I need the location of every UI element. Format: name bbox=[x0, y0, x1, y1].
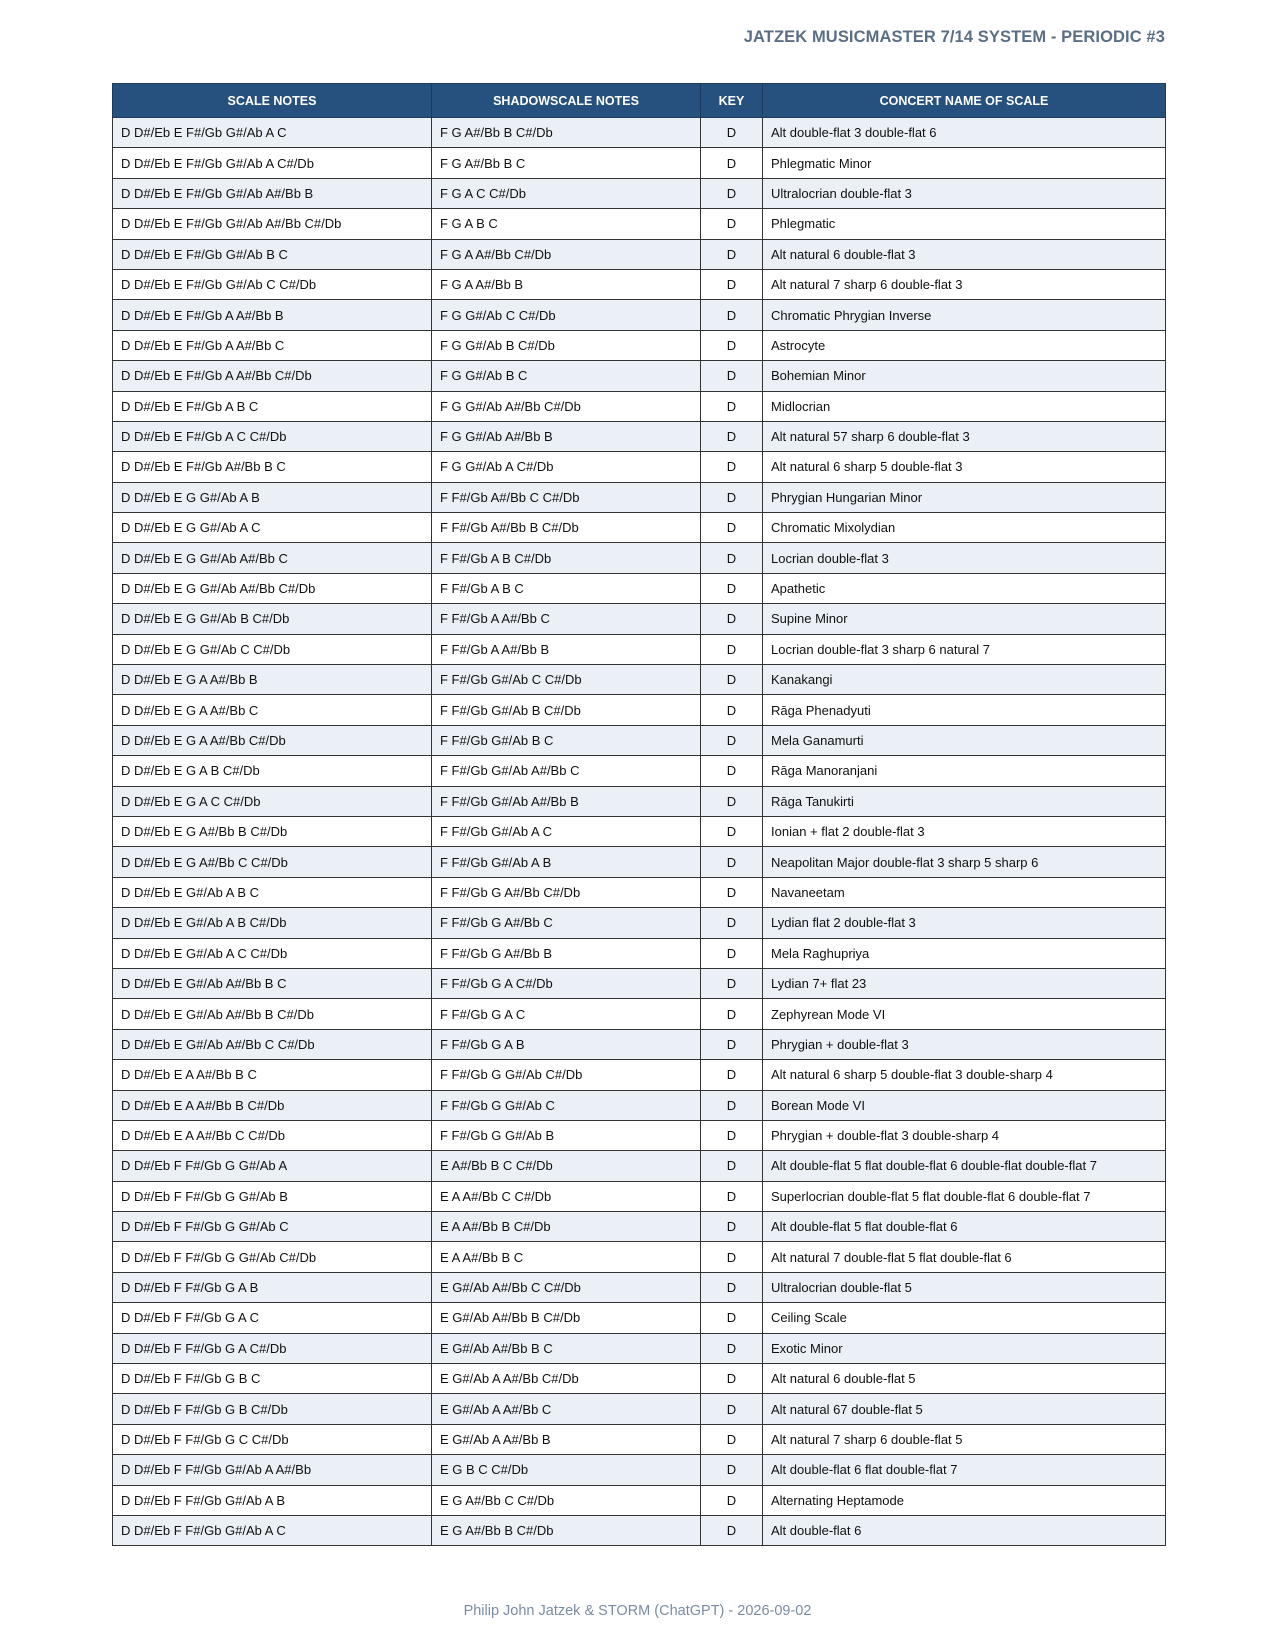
scale-notes-cell: D D#/Eb E G A C C#/Db bbox=[113, 786, 432, 816]
concert-name-cell: Lydian 7+ flat 23 bbox=[763, 968, 1166, 998]
concert-name-cell: Zephyrean Mode VI bbox=[763, 999, 1166, 1029]
table-row bbox=[113, 938, 1166, 968]
shadowscale-notes-cell: F G G#/Ab A#/Bb B bbox=[432, 421, 701, 451]
key-cell: D bbox=[701, 786, 763, 816]
key-cell: D bbox=[701, 1272, 763, 1302]
scale-table bbox=[112, 83, 1166, 1546]
shadowscale-notes-cell: F F#/Gb A#/Bb B C#/Db bbox=[432, 513, 701, 543]
concert-name-cell: Rāga Tanukirti bbox=[763, 786, 1166, 816]
shadowscale-notes-cell: F F#/Gb G G#/Ab C#/Db bbox=[432, 1060, 701, 1090]
concert-name-cell: Lydian flat 2 double-flat 3 bbox=[763, 908, 1166, 938]
shadowscale-notes-cell: F G G#/Ab A#/Bb C#/Db bbox=[432, 391, 701, 421]
key-cell: D bbox=[701, 391, 763, 421]
shadowscale-notes-cell: F F#/Gb A B C bbox=[432, 573, 701, 603]
shadowscale-notes-cell: F F#/Gb G A C bbox=[432, 999, 701, 1029]
shadowscale-notes-cell: F F#/Gb G#/Ab A B bbox=[432, 847, 701, 877]
concert-name-cell: Kanakangi bbox=[763, 665, 1166, 695]
concert-name-cell: Astrocyte bbox=[763, 330, 1166, 360]
concert-name-cell: Phrygian Hungarian Minor bbox=[763, 482, 1166, 512]
scale-notes-cell: D D#/Eb E F#/Gb G#/Ab A C#/Db bbox=[113, 148, 432, 178]
table-row bbox=[113, 1303, 1166, 1333]
table-row bbox=[113, 968, 1166, 998]
scale-notes-cell: D D#/Eb F F#/Gb G G#/Ab C bbox=[113, 1212, 432, 1242]
page-title: JATZEK MUSICMASTER 7/14 SYSTEM - PERIODIC #3 bbox=[743, 28, 1165, 46]
table-row bbox=[113, 1515, 1166, 1545]
table-row bbox=[113, 1364, 1166, 1394]
table-row bbox=[113, 573, 1166, 603]
table-row bbox=[113, 1120, 1166, 1150]
scale-notes-cell: D D#/Eb E G A A#/Bb C bbox=[113, 695, 432, 725]
scale-notes-cell: D D#/Eb F F#/Gb G G#/Ab C#/Db bbox=[113, 1242, 432, 1272]
key-cell: D bbox=[701, 269, 763, 299]
scale-notes-cell: D D#/Eb E G A A#/Bb B bbox=[113, 665, 432, 695]
shadowscale-notes-cell: F F#/Gb G A B bbox=[432, 1029, 701, 1059]
table-row bbox=[113, 847, 1166, 877]
concert-name-cell: Alt double-flat 5 flat double-flat 6 bbox=[763, 1212, 1166, 1242]
concert-name-cell: Alt natural 57 sharp 6 double-flat 3 bbox=[763, 421, 1166, 451]
key-cell: D bbox=[701, 604, 763, 634]
page-footer: Philip John Jatzek & STORM (ChatGPT) - 2026-09-02 bbox=[463, 1603, 812, 1619]
scale-notes-cell: D D#/Eb E G#/Ab A#/Bb B C#/Db bbox=[113, 999, 432, 1029]
table-row bbox=[113, 391, 1166, 421]
shadowscale-notes-cell: E G A#/Bb C C#/Db bbox=[432, 1485, 701, 1515]
key-cell: D bbox=[701, 1060, 763, 1090]
key-cell: D bbox=[701, 1151, 763, 1181]
scale-notes-cell: D D#/Eb E G A B C#/Db bbox=[113, 756, 432, 786]
table-row bbox=[113, 209, 1166, 239]
table-row bbox=[113, 756, 1166, 786]
key-cell: D bbox=[701, 1303, 763, 1333]
key-cell: D bbox=[701, 209, 763, 239]
table-row bbox=[113, 269, 1166, 299]
key-cell: D bbox=[701, 482, 763, 512]
table-row bbox=[113, 452, 1166, 482]
concert-name-cell: Ultralocrian double-flat 5 bbox=[763, 1272, 1166, 1302]
shadowscale-notes-cell: F F#/Gb G#/Ab B C bbox=[432, 725, 701, 755]
concert-name-cell: Mela Ganamurti bbox=[763, 725, 1166, 755]
concert-name-cell: Alt natural 6 double-flat 5 bbox=[763, 1364, 1166, 1394]
table-row bbox=[113, 908, 1166, 938]
table-row bbox=[113, 665, 1166, 695]
table-row bbox=[113, 239, 1166, 269]
key-cell: D bbox=[701, 148, 763, 178]
shadowscale-notes-cell: F F#/Gb G#/Ab A#/Bb B bbox=[432, 786, 701, 816]
concert-name-cell: Alternating Heptamode bbox=[763, 1485, 1166, 1515]
shadowscale-notes-cell: F G G#/Ab B C#/Db bbox=[432, 330, 701, 360]
key-cell: D bbox=[701, 1515, 763, 1545]
table-row bbox=[113, 482, 1166, 512]
key-cell: D bbox=[701, 1120, 763, 1150]
key-cell: D bbox=[701, 908, 763, 938]
key-cell: D bbox=[701, 1181, 763, 1211]
key-cell: D bbox=[701, 1242, 763, 1272]
scale-notes-cell: D D#/Eb F F#/Gb G#/Ab A C bbox=[113, 1515, 432, 1545]
concert-name-cell: Borean Mode VI bbox=[763, 1090, 1166, 1120]
shadowscale-notes-cell: F G A A#/Bb C#/Db bbox=[432, 239, 701, 269]
key-cell: D bbox=[701, 239, 763, 269]
key-cell: D bbox=[701, 1485, 763, 1515]
key-cell: D bbox=[701, 118, 763, 148]
scale-notes-cell: D D#/Eb F F#/Gb G G#/Ab B bbox=[113, 1181, 432, 1211]
scale-notes-cell: D D#/Eb E F#/Gb A A#/Bb C#/Db bbox=[113, 361, 432, 391]
key-cell: D bbox=[701, 300, 763, 330]
table-row bbox=[113, 543, 1166, 573]
key-cell: D bbox=[701, 361, 763, 391]
table-row bbox=[113, 421, 1166, 451]
shadowscale-notes-cell: F G A C C#/Db bbox=[432, 178, 701, 208]
scale-notes-cell: D D#/Eb E F#/Gb A A#/Bb B bbox=[113, 300, 432, 330]
concert-name-cell: Rāga Manoranjani bbox=[763, 756, 1166, 786]
concert-name-cell: Locrian double-flat 3 sharp 6 natural 7 bbox=[763, 634, 1166, 664]
key-cell: D bbox=[701, 421, 763, 451]
table-row bbox=[113, 1424, 1166, 1454]
scale-notes-cell: D D#/Eb E A A#/Bb B C#/Db bbox=[113, 1090, 432, 1120]
scale-notes-cell: D D#/Eb E F#/Gb A A#/Bb C bbox=[113, 330, 432, 360]
shadowscale-notes-cell: E A A#/Bb B C bbox=[432, 1242, 701, 1272]
concert-name-cell: Neapolitan Major double-flat 3 sharp 5 sharp 6 bbox=[763, 847, 1166, 877]
scale-notes-cell: D D#/Eb F F#/Gb G C C#/Db bbox=[113, 1424, 432, 1454]
shadowscale-notes-cell: E G#/Ab A A#/Bb C bbox=[432, 1394, 701, 1424]
key-cell: D bbox=[701, 1455, 763, 1485]
key-cell: D bbox=[701, 665, 763, 695]
column-header-shadowscale-notes: SHADOWSCALE NOTES bbox=[432, 84, 701, 118]
shadowscale-notes-cell: E G A#/Bb B C#/Db bbox=[432, 1515, 701, 1545]
table-row bbox=[113, 877, 1166, 907]
concert-name-cell: Apathetic bbox=[763, 573, 1166, 603]
scale-notes-cell: D D#/Eb E F#/Gb A B C bbox=[113, 391, 432, 421]
column-header-concert-name: CONCERT NAME OF SCALE bbox=[763, 84, 1166, 118]
shadowscale-notes-cell: F G G#/Ab C C#/Db bbox=[432, 300, 701, 330]
scale-notes-cell: D D#/Eb F F#/Gb G#/Ab A B bbox=[113, 1485, 432, 1515]
table-row bbox=[113, 148, 1166, 178]
scale-notes-cell: D D#/Eb E G A#/Bb C C#/Db bbox=[113, 847, 432, 877]
concert-name-cell: Locrian double-flat 3 bbox=[763, 543, 1166, 573]
concert-name-cell: Alt double-flat 5 flat double-flat 6 double-flat double-flat 7 bbox=[763, 1151, 1166, 1181]
shadowscale-notes-cell: E A A#/Bb C C#/Db bbox=[432, 1181, 701, 1211]
table-row bbox=[113, 1485, 1166, 1515]
shadowscale-notes-cell: F G G#/Ab B C bbox=[432, 361, 701, 391]
column-header-scale-notes: SCALE NOTES bbox=[113, 84, 432, 118]
concert-name-cell: Midlocrian bbox=[763, 391, 1166, 421]
scale-notes-cell: D D#/Eb F F#/Gb G A C bbox=[113, 1303, 432, 1333]
shadowscale-notes-cell: E G#/Ab A#/Bb B C bbox=[432, 1333, 701, 1363]
shadowscale-notes-cell: E G#/Ab A A#/Bb C#/Db bbox=[432, 1364, 701, 1394]
table-row bbox=[113, 816, 1166, 846]
table-row bbox=[113, 330, 1166, 360]
scale-notes-cell: D D#/Eb E F#/Gb G#/Ab A#/Bb B bbox=[113, 178, 432, 208]
shadowscale-notes-cell: F F#/Gb G A#/Bb B bbox=[432, 938, 701, 968]
key-cell: D bbox=[701, 543, 763, 573]
table-row bbox=[113, 725, 1166, 755]
table-header-row bbox=[113, 84, 1166, 118]
concert-name-cell: Superlocrian double-flat 5 flat double-flat 6 double-flat 7 bbox=[763, 1181, 1166, 1211]
shadowscale-notes-cell: F F#/Gb G#/Ab B C#/Db bbox=[432, 695, 701, 725]
concert-name-cell: Alt natural 6 sharp 5 double-flat 3 double-sharp 4 bbox=[763, 1060, 1166, 1090]
concert-name-cell: Alt natural 6 double-flat 3 bbox=[763, 239, 1166, 269]
concert-name-cell: Alt natural 67 double-flat 5 bbox=[763, 1394, 1166, 1424]
key-cell: D bbox=[701, 452, 763, 482]
table-row bbox=[113, 1333, 1166, 1363]
concert-name-cell: Ionian + flat 2 double-flat 3 bbox=[763, 816, 1166, 846]
concert-name-cell: Chromatic Mixolydian bbox=[763, 513, 1166, 543]
key-cell: D bbox=[701, 999, 763, 1029]
shadowscale-notes-cell: F F#/Gb G G#/Ab B bbox=[432, 1120, 701, 1150]
shadowscale-notes-cell: F G A B C bbox=[432, 209, 701, 239]
scale-notes-cell: D D#/Eb E G A A#/Bb C#/Db bbox=[113, 725, 432, 755]
key-cell: D bbox=[701, 1364, 763, 1394]
scale-notes-cell: D D#/Eb E G G#/Ab C C#/Db bbox=[113, 634, 432, 664]
scale-notes-cell: D D#/Eb E F#/Gb A C C#/Db bbox=[113, 421, 432, 451]
scale-notes-cell: D D#/Eb F F#/Gb G A C#/Db bbox=[113, 1333, 432, 1363]
concert-name-cell: Alt double-flat 3 double-flat 6 bbox=[763, 118, 1166, 148]
key-cell: D bbox=[701, 938, 763, 968]
shadowscale-notes-cell: E G#/Ab A A#/Bb B bbox=[432, 1424, 701, 1454]
key-cell: D bbox=[701, 756, 763, 786]
key-cell: D bbox=[701, 1333, 763, 1363]
key-cell: D bbox=[701, 330, 763, 360]
key-cell: D bbox=[701, 1424, 763, 1454]
concert-name-cell: Chromatic Phrygian Inverse bbox=[763, 300, 1166, 330]
shadowscale-notes-cell: F F#/Gb G#/Ab A C bbox=[432, 816, 701, 846]
table-row bbox=[113, 1212, 1166, 1242]
scale-notes-cell: D D#/Eb E G#/Ab A B C bbox=[113, 877, 432, 907]
concert-name-cell: Navaneetam bbox=[763, 877, 1166, 907]
table-row bbox=[113, 1455, 1166, 1485]
shadowscale-notes-cell: F F#/Gb A A#/Bb C bbox=[432, 604, 701, 634]
table-row bbox=[113, 118, 1166, 148]
concert-name-cell: Alt natural 7 double-flat 5 flat double-flat 6 bbox=[763, 1242, 1166, 1272]
concert-name-cell: Alt natural 6 sharp 5 double-flat 3 bbox=[763, 452, 1166, 482]
key-cell: D bbox=[701, 1090, 763, 1120]
shadowscale-notes-cell: E G B C C#/Db bbox=[432, 1455, 701, 1485]
scale-notes-cell: D D#/Eb E F#/Gb G#/Ab A C bbox=[113, 118, 432, 148]
key-cell: D bbox=[701, 1212, 763, 1242]
key-cell: D bbox=[701, 968, 763, 998]
key-cell: D bbox=[701, 513, 763, 543]
table-row bbox=[113, 1272, 1166, 1302]
shadowscale-notes-cell: E G#/Ab A#/Bb C C#/Db bbox=[432, 1272, 701, 1302]
scale-notes-cell: D D#/Eb F F#/Gb G B C bbox=[113, 1364, 432, 1394]
table-row bbox=[113, 1090, 1166, 1120]
key-cell: D bbox=[701, 1394, 763, 1424]
table-row bbox=[113, 361, 1166, 391]
scale-notes-cell: D D#/Eb E F#/Gb G#/Ab B C bbox=[113, 239, 432, 269]
scale-notes-cell: D D#/Eb E F#/Gb G#/Ab A#/Bb C#/Db bbox=[113, 209, 432, 239]
concert-name-cell: Phlegmatic bbox=[763, 209, 1166, 239]
scale-notes-cell: D D#/Eb E F#/Gb G#/Ab C C#/Db bbox=[113, 269, 432, 299]
concert-name-cell: Alt double-flat 6 bbox=[763, 1515, 1166, 1545]
key-cell: D bbox=[701, 725, 763, 755]
concert-name-cell: Ceiling Scale bbox=[763, 1303, 1166, 1333]
concert-name-cell: Alt natural 7 sharp 6 double-flat 3 bbox=[763, 269, 1166, 299]
table-row bbox=[113, 604, 1166, 634]
scale-notes-cell: D D#/Eb F F#/Gb G G#/Ab A bbox=[113, 1151, 432, 1181]
scale-notes-cell: D D#/Eb F F#/Gb G#/Ab A A#/Bb bbox=[113, 1455, 432, 1485]
scale-notes-cell: D D#/Eb F F#/Gb G A B bbox=[113, 1272, 432, 1302]
shadowscale-notes-cell: F F#/Gb G A#/Bb C bbox=[432, 908, 701, 938]
shadowscale-notes-cell: F F#/Gb A#/Bb C C#/Db bbox=[432, 482, 701, 512]
table-row bbox=[113, 999, 1166, 1029]
scale-notes-cell: D D#/Eb E G G#/Ab A#/Bb C bbox=[113, 543, 432, 573]
key-cell: D bbox=[701, 634, 763, 664]
table-row bbox=[113, 1181, 1166, 1211]
scale-notes-cell: D D#/Eb E G G#/Ab A#/Bb C#/Db bbox=[113, 573, 432, 603]
shadowscale-notes-cell: F G A#/Bb B C bbox=[432, 148, 701, 178]
shadowscale-notes-cell: F G G#/Ab A C#/Db bbox=[432, 452, 701, 482]
scale-notes-cell: D D#/Eb F F#/Gb G B C#/Db bbox=[113, 1394, 432, 1424]
shadowscale-notes-cell: F G A A#/Bb B bbox=[432, 269, 701, 299]
shadowscale-notes-cell: F F#/Gb G#/Ab A#/Bb C bbox=[432, 756, 701, 786]
table-row bbox=[113, 786, 1166, 816]
key-cell: D bbox=[701, 847, 763, 877]
table-row bbox=[113, 178, 1166, 208]
concert-name-cell: Phrygian + double-flat 3 bbox=[763, 1029, 1166, 1059]
concert-name-cell: Alt double-flat 6 flat double-flat 7 bbox=[763, 1455, 1166, 1485]
scale-notes-cell: D D#/Eb E A A#/Bb B C bbox=[113, 1060, 432, 1090]
table-body bbox=[113, 118, 1166, 1546]
scale-notes-cell: D D#/Eb E F#/Gb A#/Bb B C bbox=[113, 452, 432, 482]
scale-notes-cell: D D#/Eb E G#/Ab A C C#/Db bbox=[113, 938, 432, 968]
shadowscale-notes-cell: E G#/Ab A#/Bb B C#/Db bbox=[432, 1303, 701, 1333]
concert-name-cell: Exotic Minor bbox=[763, 1333, 1166, 1363]
shadowscale-notes-cell: F F#/Gb A B C#/Db bbox=[432, 543, 701, 573]
scale-notes-cell: D D#/Eb E G#/Ab A B C#/Db bbox=[113, 908, 432, 938]
table-row bbox=[113, 1151, 1166, 1181]
scale-notes-cell: D D#/Eb E G G#/Ab A B bbox=[113, 482, 432, 512]
scale-notes-cell: D D#/Eb E G A#/Bb B C#/Db bbox=[113, 816, 432, 846]
key-cell: D bbox=[701, 1029, 763, 1059]
table-row bbox=[113, 1394, 1166, 1424]
key-cell: D bbox=[701, 816, 763, 846]
concert-name-cell: Mela Raghupriya bbox=[763, 938, 1166, 968]
concert-name-cell: Supine Minor bbox=[763, 604, 1166, 634]
scale-notes-cell: D D#/Eb E G G#/Ab A C bbox=[113, 513, 432, 543]
shadowscale-notes-cell: F F#/Gb G G#/Ab C bbox=[432, 1090, 701, 1120]
column-header-key: KEY bbox=[701, 84, 763, 118]
key-cell: D bbox=[701, 178, 763, 208]
table-row bbox=[113, 300, 1166, 330]
concert-name-cell: Rāga Phenadyuti bbox=[763, 695, 1166, 725]
concert-name-cell: Bohemian Minor bbox=[763, 361, 1166, 391]
concert-name-cell: Phrygian + double-flat 3 double-sharp 4 bbox=[763, 1120, 1166, 1150]
table-row bbox=[113, 1060, 1166, 1090]
key-cell: D bbox=[701, 877, 763, 907]
table-row bbox=[113, 513, 1166, 543]
concert-name-cell: Ultralocrian double-flat 3 bbox=[763, 178, 1166, 208]
shadowscale-notes-cell: F F#/Gb G#/Ab C C#/Db bbox=[432, 665, 701, 695]
key-cell: D bbox=[701, 695, 763, 725]
shadowscale-notes-cell: F F#/Gb G A C#/Db bbox=[432, 968, 701, 998]
scale-notes-cell: D D#/Eb E A A#/Bb C C#/Db bbox=[113, 1120, 432, 1150]
shadowscale-notes-cell: F F#/Gb A A#/Bb B bbox=[432, 634, 701, 664]
shadowscale-notes-cell: E A#/Bb B C C#/Db bbox=[432, 1151, 701, 1181]
table-row bbox=[113, 1029, 1166, 1059]
shadowscale-notes-cell: E A A#/Bb B C#/Db bbox=[432, 1212, 701, 1242]
shadowscale-notes-cell: F G A#/Bb B C#/Db bbox=[432, 118, 701, 148]
table-row bbox=[113, 634, 1166, 664]
scale-notes-cell: D D#/Eb E G G#/Ab B C#/Db bbox=[113, 604, 432, 634]
scale-notes-cell: D D#/Eb E G#/Ab A#/Bb C C#/Db bbox=[113, 1029, 432, 1059]
scale-notes-cell: D D#/Eb E G#/Ab A#/Bb B C bbox=[113, 968, 432, 998]
key-cell: D bbox=[701, 573, 763, 603]
concert-name-cell: Phlegmatic Minor bbox=[763, 148, 1166, 178]
shadowscale-notes-cell: F F#/Gb G A#/Bb C#/Db bbox=[432, 877, 701, 907]
concert-name-cell: Alt natural 7 sharp 6 double-flat 5 bbox=[763, 1424, 1166, 1454]
table-row bbox=[113, 695, 1166, 725]
table-row bbox=[113, 1242, 1166, 1272]
